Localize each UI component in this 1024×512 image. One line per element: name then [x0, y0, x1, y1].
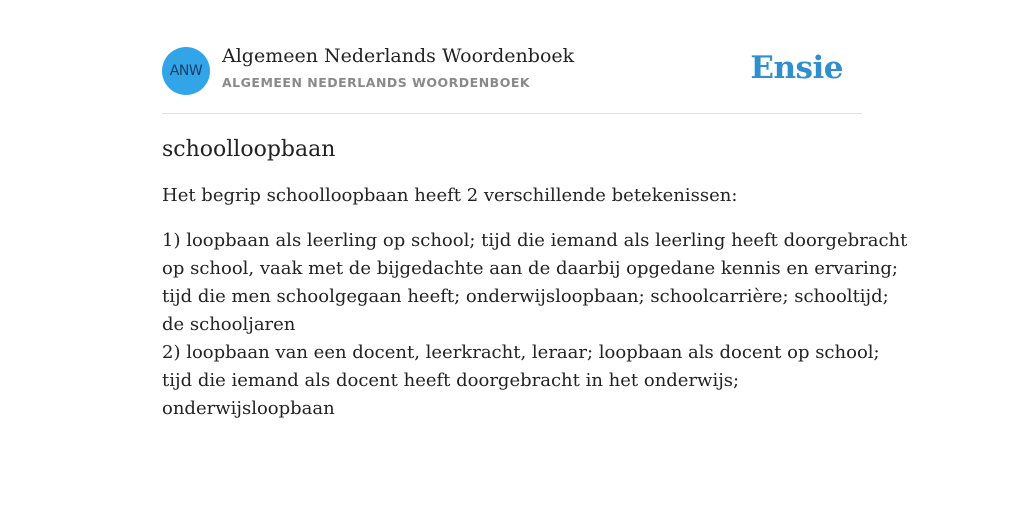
anw-logo[interactable]: [162, 47, 210, 95]
definition-line: de schooljaren: [162, 314, 296, 335]
source-header: [162, 40, 862, 114]
logo-text: ANW: [169, 63, 203, 79]
definitions: [162, 227, 908, 423]
source-title[interactable]: Algemeen Nederlands Woordenboek: [222, 45, 575, 67]
source-subtitle: ALGEMEEN NEDERLANDS WOORDENBOEK: [222, 75, 531, 90]
ensie-brand-logo[interactable]: Ensie: [750, 50, 843, 86]
definition-line: 1) loopbaan als leerling op school; tijd die iemand als leerling heeft doorgebracht: [162, 230, 908, 251]
entry-term: schoolloopbaan: [162, 137, 336, 162]
entry-intro: Het begrip schoolloopbaan heeft 2 verschillende betekenissen:: [162, 185, 738, 206]
definition-line: tijd die iemand als docent heeft doorgebracht in het onderwijs;: [162, 370, 740, 391]
definition-line: 2) loopbaan van een docent, leerkracht, leraar; loopbaan als docent op school;: [162, 342, 880, 363]
entry-card: [162, 40, 908, 423]
definition-line: tijd die men schoolgegaan heeft; onderwijsloopbaan; schoolcarrière; schooltijd;: [162, 286, 889, 307]
definition-line: op school, vaak met de bijgedachte aan de daarbij opgedane kennis en ervaring;: [162, 258, 898, 279]
definition-line: onderwijsloopbaan: [162, 398, 335, 419]
